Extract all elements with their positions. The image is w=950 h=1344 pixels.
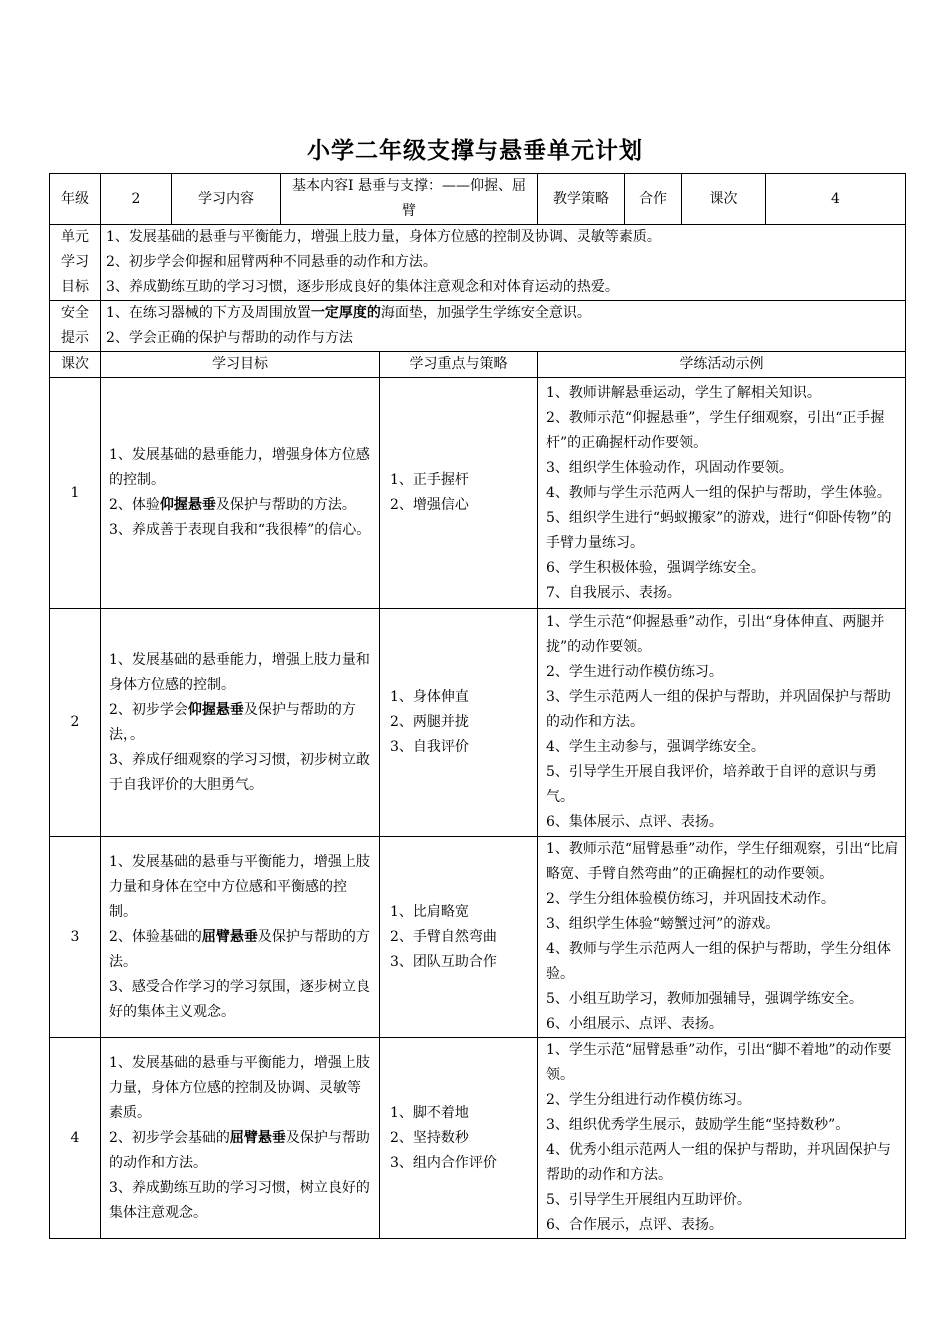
lesson-activities bbox=[538, 837, 906, 1038]
safety-item: 2、学会正确的保护与帮助的动作与方法 bbox=[106, 330, 353, 346]
unit-goals-content bbox=[101, 225, 906, 301]
lesson-goals bbox=[101, 837, 380, 1038]
lesson-goal-item: 2、体验基础的屈臂悬垂及保护与帮助的方法。 bbox=[109, 928, 370, 970]
lesson-activity-item: 2、学生分组体验模仿练习，并巩固技术动作。 bbox=[546, 891, 835, 907]
lesson-goal-item: 1、发展基础的悬垂能力，增强上肢力量和身体方位感的控制。 bbox=[109, 651, 370, 693]
lesson-goal-item: 1、发展基础的悬垂与平衡能力，增强上肢力量，身体方位感的控制及协调、灵敏等素质。 bbox=[109, 1054, 370, 1121]
lesson-number: 3 bbox=[50, 837, 101, 1038]
lesson-row bbox=[50, 837, 906, 1038]
lesson-activity-item: 1、学生示范“仰握悬垂”动作，引出“身体伸直、两腿并拢”的动作要领。 bbox=[546, 614, 885, 655]
lesson-activity-item: 6、集体展示、点评、表扬。 bbox=[546, 814, 723, 830]
lesson-focus-item: 1、比肩略宽 bbox=[390, 903, 469, 920]
unit-goal-item: 1、发展基础的悬垂与平衡能力，增强上肢力量，身体方位感的控制及协调、灵敏等素质。 bbox=[106, 229, 661, 245]
safety-item: 1、在练习器械的下方及周围放置一定厚度的海面垫，加强学生学练安全意识。 bbox=[106, 305, 591, 321]
lesson-row bbox=[50, 1038, 906, 1239]
safety-row bbox=[50, 301, 906, 352]
lesson-activity-item: 4、学生主动参与，强调学练安全。 bbox=[546, 739, 765, 755]
lesson-activity-item: 1、教师讲解悬垂运动，学生了解相关知识。 bbox=[546, 384, 821, 401]
lesson-goals bbox=[101, 609, 380, 837]
lesson-row bbox=[50, 609, 906, 837]
lesson-focus-item: 3、自我评价 bbox=[390, 739, 469, 755]
lesson-focus bbox=[380, 837, 538, 1038]
lesson-goal-item: 2、初步学会基础的屈臂悬垂及保护与帮助的动作和方法。 bbox=[109, 1129, 370, 1171]
lesson-activity-item: 2、教师示范“仰握悬垂”，学生仔细观察，引出“正手握杆”的正确握杆动作要领。 bbox=[546, 409, 885, 451]
lesson-goal-item: 3、养成善于表现自我和“我很棒”的信心。 bbox=[109, 522, 371, 538]
lesson-activity-item: 5、引导学生开展自我评价，培养敢于自评的意识与勇气。 bbox=[546, 764, 877, 805]
unit-plan-table bbox=[49, 173, 906, 1239]
lesson-goal-item: 1、发展基础的悬垂能力，增强身体方位感的控制。 bbox=[109, 447, 370, 488]
lesson-focus bbox=[380, 1038, 538, 1239]
lesson-activity-item: 1、教师示范“屈臂悬垂”动作，学生仔细观察，引出“比肩略宽、手臂自然弯曲”的正确握杠的动作要领。 bbox=[546, 841, 899, 882]
lesson-activity-item: 3、学生示范两人一组的保护与帮助，并巩固保护与帮助的动作和方法。 bbox=[546, 689, 891, 730]
lesson-focus bbox=[380, 609, 538, 837]
col-focus: 学习重点与策略 bbox=[380, 352, 538, 378]
lesson-activity-item: 4、教师与学生示范两人一组的保护与帮助，学生分组体验。 bbox=[546, 941, 891, 982]
col-goal: 学习目标 bbox=[101, 352, 380, 378]
unit-goals-label: 单元 学习 目标 bbox=[50, 225, 101, 301]
lesson-focus-item: 1、身体伸直 bbox=[390, 689, 469, 705]
lesson-activity-item: 3、组织优秀学生展示，鼓励学生能“坚持数秒”。 bbox=[546, 1117, 850, 1133]
lesson-activity-item: 6、学生积极体验，强调学练安全。 bbox=[546, 559, 765, 576]
lesson-goal-item: 2、体验仰握悬垂及保护与帮助的方法。 bbox=[109, 497, 356, 513]
unit-goal-item: 2、初步学会仰握和屈臂两种不同悬垂的动作和方法。 bbox=[106, 254, 437, 270]
lesson-activity-item: 5、小组互助学习，教师加强辅导，强调学练安全。 bbox=[546, 991, 863, 1007]
lesson-activity-item: 3、组织学生体验动作，巩固动作要领。 bbox=[546, 459, 793, 476]
lesson-focus-item: 1、正手握杆 bbox=[390, 472, 469, 488]
lesson-focus-item: 2、坚持数秒 bbox=[390, 1129, 469, 1146]
strategy-label: 教学策略 bbox=[538, 174, 625, 225]
strategy-value: 合作 bbox=[625, 174, 682, 225]
lessons-label: 课次 bbox=[682, 174, 766, 225]
lesson-number: 1 bbox=[50, 378, 101, 609]
unit-goal-item: 3、养成勤练互助的学习习惯，逐步形成良好的集体注意观念和对体育运动的热爱。 bbox=[106, 279, 619, 295]
lesson-focus-item: 1、脚不着地 bbox=[390, 1104, 469, 1121]
content-value: 基本内容Ⅰ 悬垂与支撑：——仰握、屈臂 bbox=[281, 174, 538, 225]
lesson-activities bbox=[538, 1038, 906, 1239]
lesson-number: 4 bbox=[50, 1038, 101, 1239]
lesson-activity-item: 2、学生进行动作模仿练习。 bbox=[546, 664, 723, 680]
col-lesson: 课次 bbox=[50, 352, 101, 378]
lesson-goal-item: 3、养成仔细观察的学习习惯，初步树立敢于自我评价的大胆勇气。 bbox=[109, 751, 370, 793]
lesson-rows bbox=[50, 378, 906, 1239]
header-row bbox=[50, 174, 906, 225]
lesson-activity-item: 3、组织学生体验“螃蟹过河”的游戏。 bbox=[546, 916, 780, 932]
lesson-activity-item: 4、优秀小组示范两人一组的保护与帮助，并巩固保护与帮助的动作和方法。 bbox=[546, 1142, 891, 1183]
lesson-activities bbox=[538, 378, 906, 609]
lesson-goal-item: 2、初步学会仰握悬垂及保护与帮助的方法，。 bbox=[109, 701, 356, 743]
column-header-row bbox=[50, 352, 906, 378]
safety-content bbox=[101, 301, 906, 352]
lesson-activity-item: 7、自我展示、表扬。 bbox=[546, 584, 681, 601]
lesson-focus-item: 2、增强信心 bbox=[390, 497, 469, 513]
lesson-goal-item: 3、感受合作学习的学习氛围，逐步树立良好的集体主义观念。 bbox=[109, 978, 370, 1020]
lesson-activity-item: 5、引导学生开展组内互助评价。 bbox=[546, 1192, 751, 1208]
lesson-activity-item: 6、小组展示、点评、表扬。 bbox=[546, 1016, 723, 1032]
lesson-activities bbox=[538, 609, 906, 837]
safety-label: 安全 提示 bbox=[50, 301, 101, 352]
unit-goals-row bbox=[50, 225, 906, 301]
lesson-focus-item: 2、两腿并拢 bbox=[390, 714, 469, 730]
grade-label: 年级 bbox=[50, 174, 101, 225]
lesson-focus-item: 3、团队互助合作 bbox=[390, 953, 497, 970]
lessons-value: 4 bbox=[766, 174, 906, 225]
col-activity: 学练活动示例 bbox=[538, 352, 906, 378]
lesson-activity-item: 2、学生分组进行动作模仿练习。 bbox=[546, 1092, 751, 1108]
lesson-focus-item: 2、手臂自然弯曲 bbox=[390, 928, 497, 945]
lesson-activity-item: 1、学生示范“屈臂悬垂”动作，引出“脚不着地”的动作要领。 bbox=[546, 1042, 892, 1083]
lesson-goal-item: 3、养成勤练互助的学习习惯，树立良好的集体注意观念。 bbox=[109, 1179, 370, 1221]
lesson-goal-item: 1、发展基础的悬垂与平衡能力，增强上肢力量和身体在空中方位感和平衡感的控制。 bbox=[109, 853, 370, 920]
lesson-focus-item: 3、组内合作评价 bbox=[390, 1154, 497, 1171]
lesson-activity-item: 5、组织学生进行“蚂蚁搬家”的游戏，进行“仰卧传物”的手臂力量练习。 bbox=[546, 509, 892, 551]
lesson-goals bbox=[101, 378, 380, 609]
page-title: 小学二年级支撑与悬垂单元计划 bbox=[307, 138, 643, 164]
lesson-number: 2 bbox=[50, 609, 101, 837]
lesson-goals bbox=[101, 1038, 380, 1239]
lesson-activity-item: 6、合作展示，点评、表扬。 bbox=[546, 1217, 723, 1233]
lesson-row bbox=[50, 378, 906, 609]
lesson-focus bbox=[380, 378, 538, 609]
content-label: 学习内容 bbox=[172, 174, 281, 225]
grade-value: 2 bbox=[101, 174, 172, 225]
lesson-activity-item: 4、教师与学生示范两人一组的保护与帮助，学生体验。 bbox=[546, 484, 891, 501]
